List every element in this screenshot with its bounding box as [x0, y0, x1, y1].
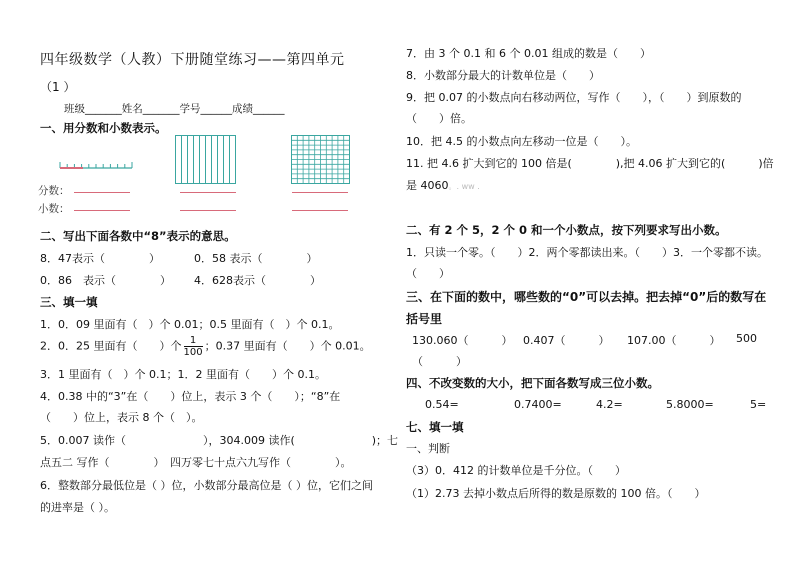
right-section-2-line-2: （ ）	[406, 267, 450, 280]
section-3-title: 三、填一填	[40, 295, 98, 309]
student-info-line: 班级_______姓名_______学号______成绩______	[64, 103, 285, 115]
question-3: 3．1 里面有（ ）个 0.1；1．2 里面有（ ）个 0.1。	[40, 368, 326, 381]
fraction	[184, 335, 203, 358]
worksheet-title-sub: （1 ）	[40, 80, 76, 94]
meaning-item: 0．58 表示（ ）	[194, 252, 318, 265]
right-section-3-title-line-1: 三、在下面的数中，哪些数的“0”可以去掉。把去掉“0”后的数写在	[406, 290, 767, 304]
judge-item-1: （1）2.73 去掉小数点后所得的数是原数的 100 倍。（ ）	[406, 487, 706, 500]
question-4-line-2: （ ）位上，表示 8 个（ ）。	[40, 411, 203, 424]
section-2-title: 二、写出下面各数中“8”表示的意思。	[40, 229, 236, 243]
fraction-label: 分数：	[38, 185, 70, 197]
right-section-2-line-1: 1．只读一个零。（ ）2．两个零都读出来。（ ）3．一个零都不读。	[406, 246, 768, 259]
decimal-item: 4.2=	[596, 398, 623, 411]
right-section-7-title: 七、填一填	[406, 420, 464, 434]
fraction-denominator: 100	[183, 347, 203, 358]
question-5-line-1: 5．0.007 读作（ ），304.009 读作( )；七	[40, 434, 399, 447]
meaning-item: 4．628表示（ ）	[194, 274, 321, 287]
question-10: 10．把 4.5 的小数点向左移动一位是（ ）。	[406, 135, 637, 148]
right-section-4-title: 四、不改变数的大小，把下面各数写成三位小数。	[406, 376, 659, 390]
hundredths-grid-figure	[291, 135, 351, 185]
judge-item-3: （3）0．412 的计数单位是千分位。（ ）	[406, 464, 626, 477]
right-section-2-title: 二、有 2 个 5，2 个 0 和一个小数点，按下列要求写出小数。	[406, 223, 727, 237]
question-9-line-2: （ ）倍。	[406, 112, 472, 125]
decimal-item: 0.54=	[425, 398, 459, 411]
watermark-text: 。. ww .	[448, 182, 480, 191]
fraction-numerator: 1	[184, 335, 203, 347]
question-11-tail: 是 4060	[406, 179, 449, 192]
meaning-item: 0．86 表示（ ）	[40, 274, 171, 287]
question-7: 7．由 3 个 0.1 和 6 个 0.01 组成的数是（ ）	[406, 47, 651, 60]
meaning-item: 8．47表示（ ）	[40, 252, 160, 265]
answer-line	[180, 210, 236, 211]
answer-line	[292, 210, 348, 211]
question-2	[40, 335, 371, 358]
question-6-line-1: 6．整数部分最低位是（ ）位，小数部分最高位是（ ）位，它们之间	[40, 479, 373, 492]
question-6-line-2: 的进率是（ ）。	[40, 501, 115, 514]
decimal-item: 5.8000=	[666, 398, 714, 411]
number-line-figure	[58, 160, 134, 176]
question-1: 1．0．09 里面有（ ）个 0.01；0.5 里面有（ ）个 0.1。	[40, 318, 340, 331]
judge-subtitle: 一、判断	[406, 442, 450, 455]
question-11-line-1: 11. 把 4.6 扩大到它的 100 倍是( ),把 4.06 扩大到它的( )倍	[406, 157, 774, 170]
number-item: 130.060（ ）	[412, 334, 513, 347]
question-11-line-2	[406, 177, 480, 193]
tenths-grid-figure	[175, 135, 237, 185]
right-section-3-title-line-2: 括号里	[406, 312, 443, 326]
decimal-label: 小数：	[38, 203, 70, 215]
question-9-line-1: 9．把 0.07 的小数点向右移动两位，写作（ ），（ ）到原数的	[406, 91, 742, 104]
answer-line	[74, 192, 130, 193]
answer-line	[74, 210, 130, 211]
decimal-item: 5=	[750, 398, 767, 411]
worksheet-title: 四年级数学（人教）下册随堂练习——第四单元	[40, 52, 345, 68]
question-4-line-1: 4．0.38 中的“3”在（ ）位上，表示 3 个（ ）；“8”在	[40, 390, 341, 403]
question-5-line-2: 点五二 写作（ ） 四万零七十点六九写作（ ）。	[40, 456, 352, 469]
question-8: 8．小数部分最大的计数单位是（ ）	[406, 69, 600, 82]
decimal-item: 0.7400=	[514, 398, 562, 411]
number-item: 107.00（ ）	[627, 334, 721, 347]
question-2-part-b: ；0.37 里面有（ ）个 0.01。	[204, 339, 371, 353]
answer-line	[292, 192, 348, 193]
section-1-title: 一、用分数和小数表示。	[40, 121, 167, 135]
number-item: 500	[736, 332, 757, 345]
number-item: 0.407（ ）	[523, 334, 610, 347]
number-item-tail: （ ）	[412, 355, 467, 368]
answer-line	[180, 192, 236, 193]
question-2-part-a: 2．0．25 里面有（ ）个	[40, 339, 182, 353]
